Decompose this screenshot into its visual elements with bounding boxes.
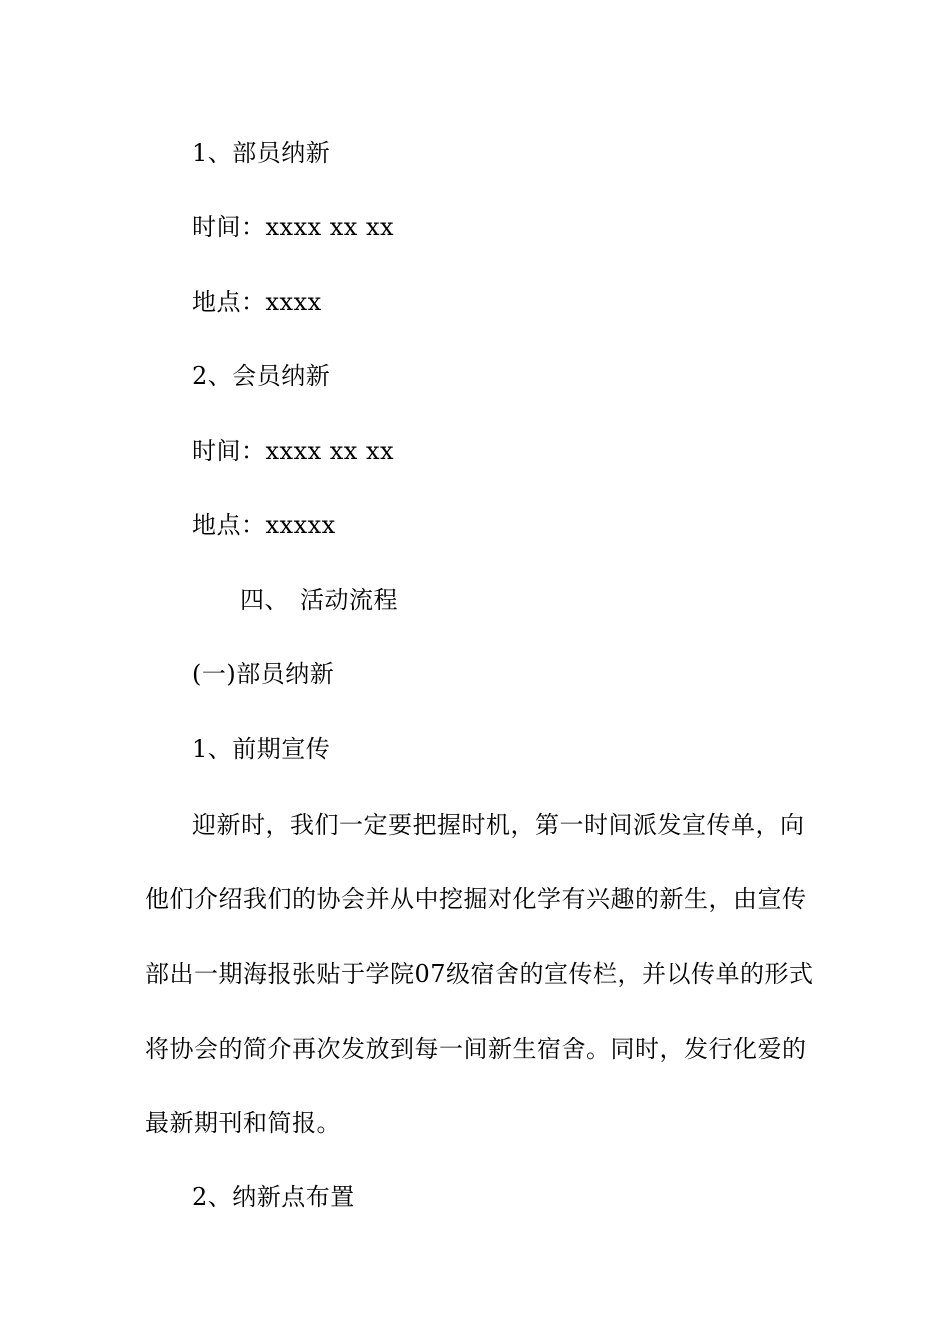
- section-heading: [240, 585, 398, 615]
- location-line-2: 地点：xxxxx: [192, 511, 336, 539]
- location-line-1: 地点：xxxx: [192, 288, 322, 316]
- paragraph-line-4: 将协会的简介再次发放到每一间新生宿舍。同时，发行化爱的: [145, 1035, 807, 1063]
- subsection-member-recruitment: 1、部员纳新: [192, 139, 331, 167]
- paragraph-line-1: 迎新时，我们一定要把握时机，第一时间派发宣传单，向: [192, 811, 805, 839]
- subsection-membership-recruitment: 2、会员纳新: [192, 362, 331, 390]
- subheading-part-one: (一)部员纳新: [192, 660, 335, 688]
- section-heading-title: 活动流程: [300, 586, 398, 614]
- section-heading-number: 四、: [240, 586, 289, 614]
- subheading-recruitment-booth: 2、纳新点布置: [192, 1183, 355, 1211]
- paragraph-line-2: 他们介绍我们的协会并从中挖掘对化学有兴趣的新生，由宣传: [145, 885, 807, 913]
- paragraph-line-3: 部出一期海报张贴于学院07级宿舍的宣传栏，并以传单的形式: [145, 960, 814, 988]
- time-line-1: 时间：xxxx xx xx: [192, 213, 395, 241]
- paragraph-line-5: 最新期刊和简报。: [145, 1109, 341, 1137]
- subheading-publicity: 1、前期宣传: [192, 735, 331, 763]
- time-line-2: 时间：xxxx xx xx: [192, 437, 395, 465]
